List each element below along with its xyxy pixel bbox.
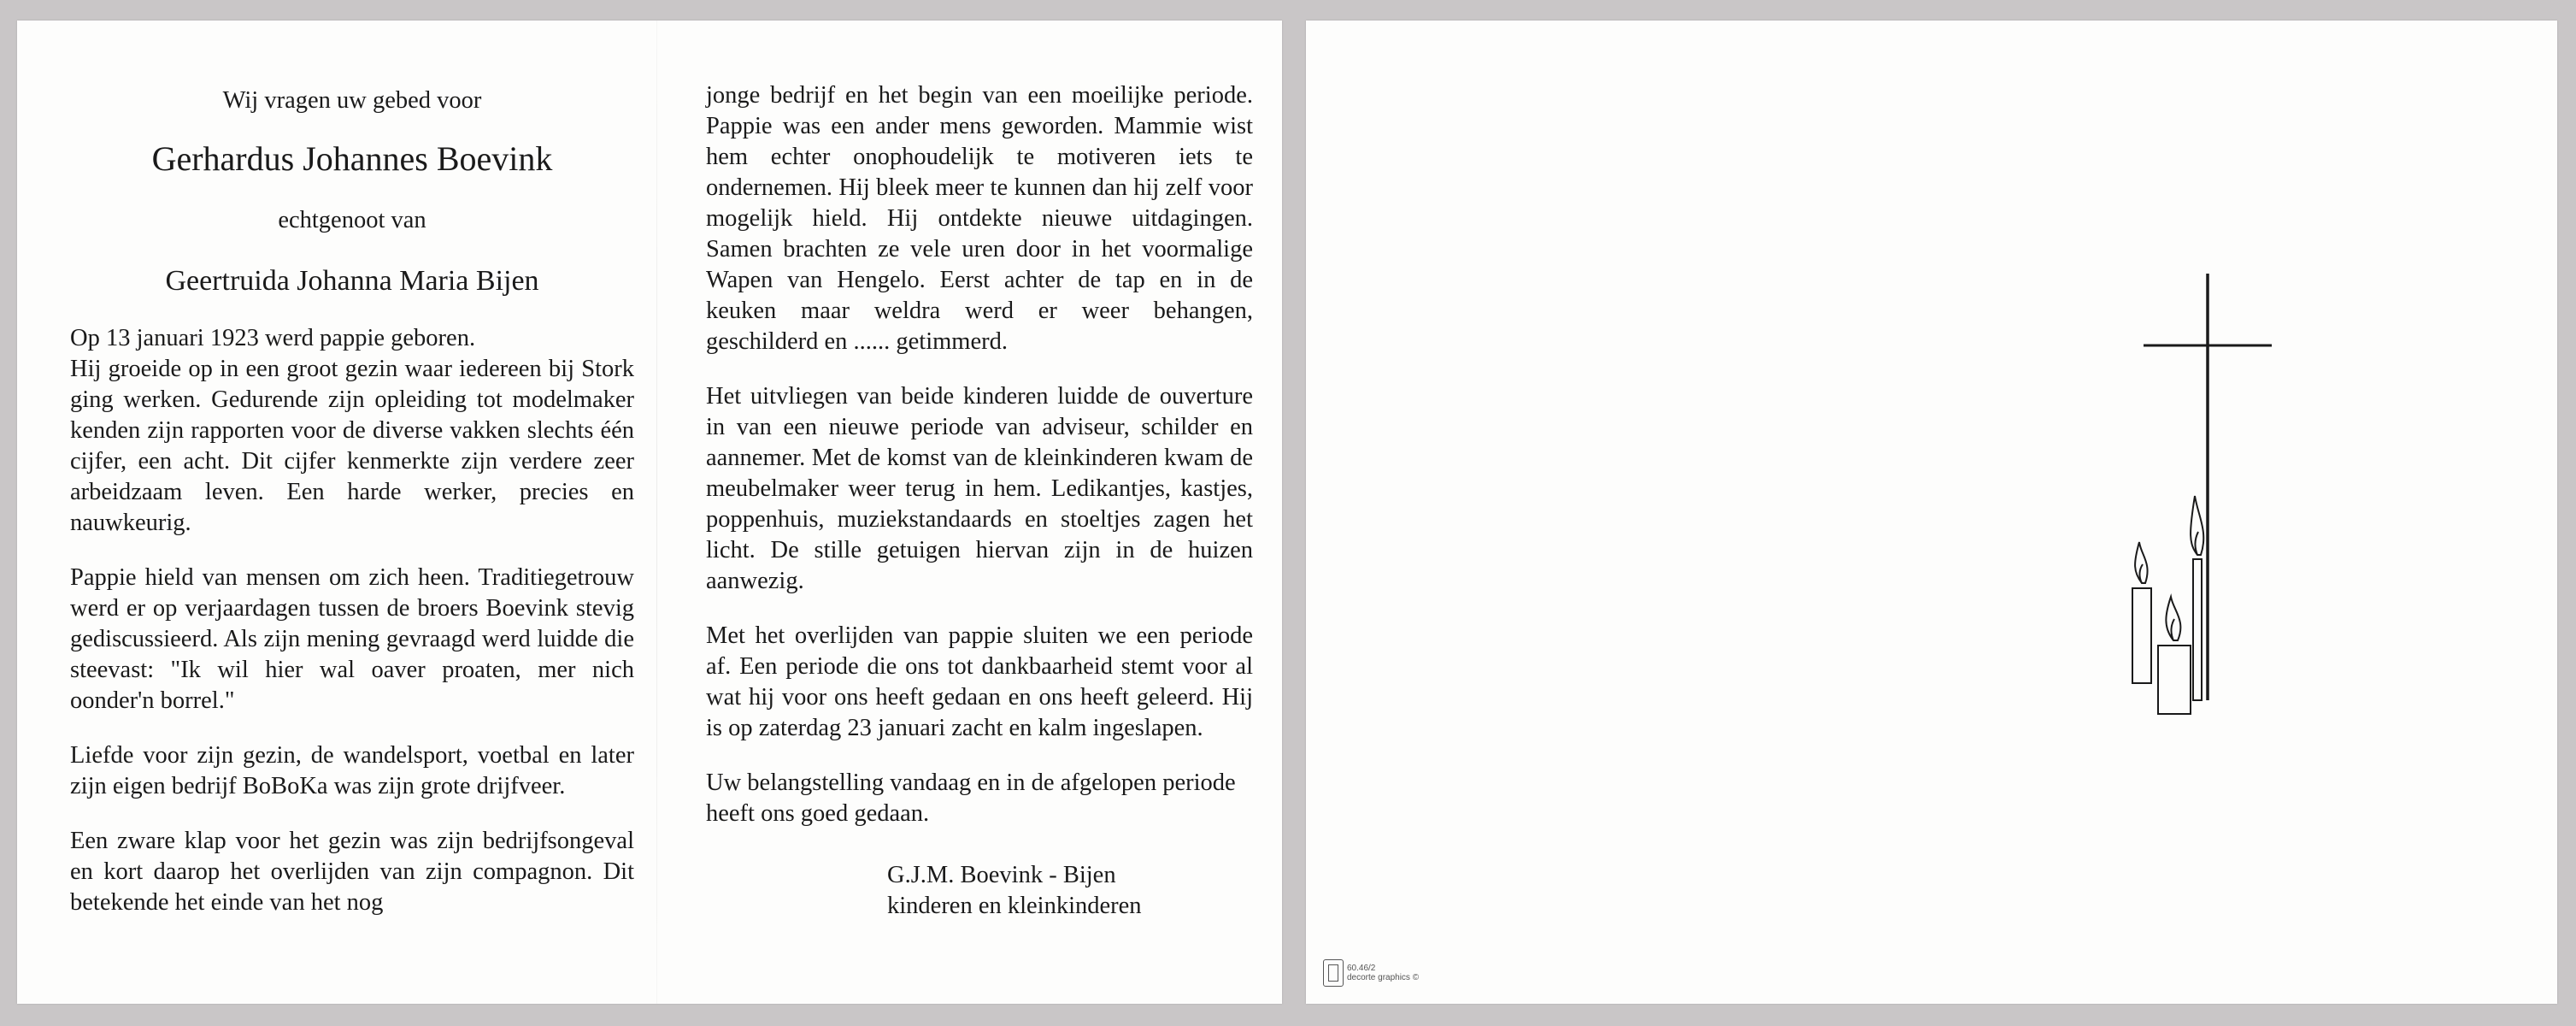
deceased-name: Gerhardus Johannes Boevink: [151, 139, 553, 178]
spouse-label: echtgenoot van: [278, 207, 426, 233]
spouse-name: Geertruida Johanna Maria Bijen: [165, 265, 539, 297]
right-column: [706, 21, 1253, 922]
signature-children: kinderen en kleinkinderen: [887, 893, 1142, 919]
bio-paragraph-5: jonge bedrijf en het begin van een moeilijke periode. Pappie was een ander mens geworden. Mammie wist hem echter onophoudelijk te motiveren iets te ondernemen. Hij bleek meer te kunnen dan hij zelf voor mogelijk hield. Hij ontdekte nieuwe uitdagingen. Samen brachten ze vele uren door in het voormalige Wapen van Hengelo. Eerst achter de tap en in de keuken maar weldra werd er weer behangen, geschilderd en ...... getimmerd.: [706, 82, 1253, 355]
printer-mark: [1323, 959, 1419, 987]
bio-paragraph-1: [70, 323, 634, 539]
bio-paragraph-4: Een zware klap voor het gezin was zijn bedrijfsongeval en kort daarop het overlijden van zijn compagnon. Dit betekende het einde van het nog: [70, 828, 634, 916]
bio-paragraph-3: Liefde voor zijn gezin, de wandelsport, voetbal en later zijn eigen bedrijf BoBoKa was zijn grote drijfveer.: [70, 742, 634, 799]
bio-text-1: Hij groeide op in een groot gezin waar iedereen bij Stork ging werken. Gedurende zijn opleiding tot modelmaker kenden zijn rapporten voor de diverse vakken slechts één cijfer, een acht. Dit cijfer kenmerkte zijn verdere zeer arbeidzaam leven. Een harde werker, precies en nauwkeurig.: [70, 356, 634, 536]
cross-with-candles-icon: [2118, 243, 2289, 739]
inner-card: [17, 21, 1282, 1004]
card-fold: [656, 21, 657, 1004]
bio-paragraph-6: Het uitvliegen van beide kinderen luidde de ouverture in van een nieuwe periode van adviseur, schilder en aannemer. Met de komst van de kleinkinderen kwam de meubelmaker weer terug in hem. Ledikantjes, kastjes, poppenhuis, muziekstandaards en stoeltjes zagen het licht. De stille getuigen hiervan zijn in de huizen aanwezig.: [706, 383, 1253, 594]
left-column: [70, 21, 634, 918]
bio-paragraph-2: Pappie hield van mensen om zich heen. Traditiegetrouw werd er op verjaardagen tussen de broers Boevink stevig gediscussieerd. Als zijn mening gevraagd werd luidde die steevast: "Ik wil hier wal oaver proaten, mer nich oonder'n borrel.": [70, 564, 634, 714]
signature-block: [887, 860, 1253, 922]
thanks-text: Uw belangstelling vandaag en in de afgelopen periode heeft ons goed gedaan.: [706, 770, 1236, 827]
birth-line: Op 13 januari 1923 werd pappie geboren.: [70, 325, 476, 351]
printer-name: decorte graphics ©: [1347, 973, 1420, 982]
printer-code: 60.46/2: [1347, 964, 1376, 973]
printer-logo-icon: [1323, 959, 1344, 987]
bio-paragraph-7: Met het overlijden van pappie sluiten we een periode af. Een periode die ons tot dankbaarheid stemt voor al wat hij voor ons heeft gedaan en ons heeft geleerd. Hij is op zaterdag 23 januari zacht en kalm ingeslapen.: [706, 622, 1253, 741]
signature-family: G.J.M. Boevink - Bijen: [887, 862, 1116, 888]
intro-text: Wij vragen uw gebed voor: [222, 87, 482, 114]
cover-card: [1306, 21, 2557, 1004]
